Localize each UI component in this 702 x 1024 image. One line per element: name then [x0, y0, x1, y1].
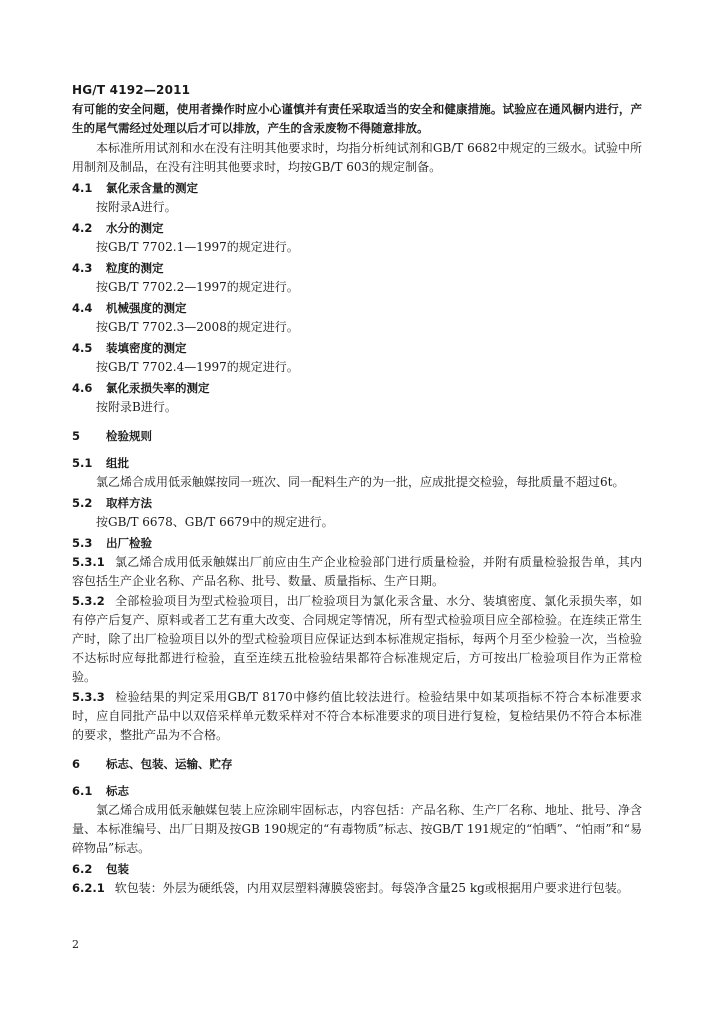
clause-title: 装填密度的测定: [106, 341, 187, 355]
clause-text: 氯乙烯合成用低汞触媒出厂前应由生产企业检验部门进行质量检验，并附有质量检验报告单，其内容包括生产企业名称、产品名称、批号、数量、质量指标、生产日期。: [72, 555, 642, 588]
section-4-clauses: [72, 179, 642, 417]
clause-text: 按GB/T 7702.3—2008的规定进行。: [96, 320, 299, 334]
section-title: 标志、包装、运输、贮存: [106, 757, 233, 771]
clause-number: 4.1: [72, 181, 93, 195]
clause-4-2: [72, 219, 642, 257]
clause-text: 按附录B进行。: [96, 400, 177, 414]
clause-4-1: [72, 179, 642, 217]
clause-number: 5.1: [72, 456, 93, 470]
clause-6-1-text: 氯乙烯合成用低汞触媒包装上应涂刷牢固标志，内容包括：产品名称、生产厂名称、地址、批号、净含量、本标准编号、出厂日期及按GB 190规定的“有毒物质”标志、按GB/T 191规定的“怕晒”、“怕雨”和“易碎物品”标志。: [72, 803, 642, 855]
clause-number: 4.3: [72, 261, 93, 275]
clause-title: 水分的测定: [106, 221, 164, 235]
section-number: 5: [72, 429, 81, 443]
clause-5-3-3: [72, 688, 642, 745]
clause-title: 出厂检验: [106, 536, 152, 550]
document-body: [72, 100, 642, 899]
clause-text: 按GB/T 7702.1—1997的规定进行。: [96, 240, 299, 254]
clause-text: 按附录A进行。: [96, 200, 177, 214]
clause-title: 包装: [106, 862, 129, 876]
clause-number: 4.4: [72, 301, 93, 315]
clause-title: 氯化汞损失率的测定: [106, 381, 210, 395]
clause-number: 5.3.1: [72, 555, 105, 569]
clause-text: 全部检验项目为型式检验项目，出厂检验项目为氯化汞含量、水分、装填密度、氯化汞损失率，如有停产后复产、原料或者工艺有重大改变、合同规定等情况，所有型式检验项目应全部检验。在连续正常生产时，除了出厂检验项目以外的型式检验项目应保证达到本标准规定指标，每两个月至少检验一次，当检验不达标时应每批都进行检验，直至连续五批检验结果都符合标准规定后，方可按出厂检验项目作为正常检验。: [72, 594, 642, 684]
clause-title: 标志: [106, 784, 129, 798]
clause-6-2-1: [72, 879, 642, 898]
clause-5-1-text: 氯乙烯合成用低汞触媒按同一班次、同一配料生产的为一批，应成批提交检验，每批质量不超过6t。: [96, 475, 625, 489]
clause-number: 6.2.1: [72, 881, 105, 895]
clause-text: 按GB/T 7702.4—1997的规定进行。: [96, 360, 299, 374]
clause-number: 4.6: [72, 381, 93, 395]
clause-number: 5.2: [72, 496, 93, 510]
clause-4-5: [72, 339, 642, 377]
section-6-heading: [72, 755, 642, 774]
clause-5-3-1: [72, 553, 642, 591]
page-number: 2: [72, 938, 79, 951]
clause-number: 5.3.2: [72, 594, 105, 608]
safety-note: 有可能的安全问题，使用者操作时应小心谨慎并有责任采取适当的安全和健康措施。试验应在通风橱内进行，产生的尾气需经过处理以后才可以排放，产生的含汞废物不得随意排放。: [72, 102, 642, 135]
reagent-note: 本标准所用试剂和水在没有注明其他要求时，均指分析纯试剂和GB/T 6682中规定的三级水。试验中所用制剂及制品，在没有注明其他要求时，均按GB/T 603的规定制备。: [72, 141, 642, 174]
clause-text: 按GB/T 7702.2—1997的规定进行。: [96, 280, 299, 294]
clause-4-3: [72, 259, 642, 297]
clause-text: 检验结果的判定采用GB/T 8170中修约值比较法进行。检验结果中如某项指标不符合本标准要求时，应自同批产品中以双倍采样单元数采样对不符合本标准要求的项目进行复检，复检结果仍不符合本标准的要求，整批产品为不合格。: [72, 690, 642, 742]
clause-4-6: [72, 379, 642, 417]
clause-number: 4.2: [72, 221, 93, 235]
clause-title: 粒度的测定: [106, 261, 164, 275]
clause-number: 4.5: [72, 341, 93, 355]
clause-number: 5.3: [72, 536, 93, 550]
clause-title: 组批: [106, 456, 129, 470]
clause-number: 6.1: [72, 784, 93, 798]
clause-title: 机械强度的测定: [106, 301, 187, 315]
clause-title: 取样方法: [106, 496, 152, 510]
clause-text: 软包装：外层为硬纸袋，内用双层塑料薄膜袋密封。每袋净含量25 kg或根据用户要求进行包装。: [114, 881, 629, 895]
clause-5-2-text: 按GB/T 6678、GB/T 6679中的规定进行。: [96, 515, 334, 529]
clause-number: 5.3.3: [72, 690, 105, 704]
section-title: 检验规则: [106, 429, 152, 443]
clause-4-4: [72, 299, 642, 337]
section-5-heading: [72, 427, 642, 446]
clause-number: 6.2: [72, 862, 93, 876]
clause-title: 氯化汞含量的测定: [106, 181, 198, 195]
clause-5-3-2: [72, 592, 642, 687]
section-number: 6: [72, 757, 81, 771]
document-code: HG/T 4192—2011: [72, 83, 191, 97]
